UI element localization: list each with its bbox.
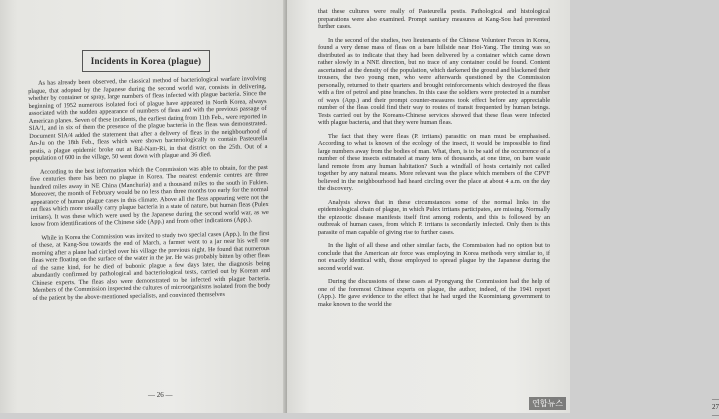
left-paragraph-2: According to the best information which the Commission was able to obtain, for the past five centuries there has been no plague in Korea. The nearest endemic centres are three hundred miles away in NE China (Manchuria) and a thousand miles to the south in Fukien. Moreover, the month of February would be no less than three months too early for the normal appearance of human plague cases in this climate. Above all the fleas appearing were not the rat fleas which more usually carry plague bacteria in a state of nature, but human fleas (Pulex irritans). It was these which were used by the Japanese during the second world war, as we know from identifications of the Chinese side (App.) and from other indications (App.). bbox=[30, 163, 269, 228]
left-paragraph-1: As has already been observed, the classical method of bacteriological warfare involving plague, that adopted by the Japanese during the second world war, consists in delivering, whether by container or spray, large numbers of fleas infected with plague bacteria. Since the beginning of 1952 numerous isolated foci of plague have appeared in North Korea, always associated with the sudden appearance of numbers of fleas and with the previous passage of American planes. Seven of these incidents, the earliest dating from 11th Feb., were reported in SIA/1, and in six of them the presence of the plague bacteria in the fleas was demonstrated. Document SIA/4 added the statement that after a delivery of fleas in the neighbourhood of An-Ju on the 18th Feb., fleas which were shown bacteriologically to contain Pasteurella pestis, a plague epidemic broke out at Bal-Nam-Ri, in that district on the 25th. Out of a population of 600 in the village, 50 went down with plague and 36 died. bbox=[28, 75, 268, 162]
news-agency-watermark: 연합뉴스 bbox=[529, 397, 566, 410]
left-page bbox=[0, 0, 287, 413]
right-paragraph-1: that these cultures were really of Pasteurella pestis. Pathological and histological preparations were also examined. Prompt sanitary measures at Kang-Sou had prevented further cases. bbox=[318, 8, 550, 30]
left-page-text bbox=[28, 75, 273, 398]
right-paragraph-6: During the discussions of these cases at Pyongyang the Commission had the help of one of the foremost Chinese experts on plague, the author, indeed, of the 1941 report (App.). He gave evidence to the effect that he had urged the Kuomintang government to make known to the world the bbox=[318, 278, 550, 308]
left-paragraph-3: While in Korea the Commission was invited to study two special cases (App.). In the first of these, at Kang-Sou towards the end of March, a farmer went to a jar near his well one morning after a plane had circled over his village the previous night. He found that numerous fleas were floating on the surface of the water in the jar. He was probably bitten by other fleas of the same kind, for he died of bubonic plague a few days later, the diagnosis being abundantly confirmed by pathological and bacteriological tests, carried out by Korean and Chinese experts. The fleas also were demonstrated to be infected with plague bacteria. Members of the Commission inspected the cultures of microorganisms isolated from the body of the patient by the above-mentioned specialists, and convinced themselves bbox=[31, 229, 271, 302]
right-paragraph-4: Analysis shows that in these circumstances some of the normal links in the epidemiological chain of plague, in which Pulex irritans participates, are missing. Normally the epizootic disease manifests itself first among rodents, and this is followed by an outbreak of human cases, from which P. irritans is secondarily infected. Only then is this parasite of man capable of giving rise to further cases. bbox=[318, 198, 550, 236]
page-number-left: — 26 — bbox=[148, 391, 173, 399]
right-paragraph-2: In the second of the studies, two lieutenants of the Chinese Volunteer Forces in Korea, found a very dense mass of fleas on a bare hillside near Hoi-Yang. The timing was so distributed as to indicate that they had been delivered by a container which came down rather slowly in a NNE direction, but no trace of any container could be found. Content ascertained at the density of the population, which darkened the ground and blackened their trousers, the two young men, who were afterwards questioned by the Commission personally, returned to their quarters and brought reinforcements which destroyed the fleas with a fire of petrol and pine branches. In this case the soldiers were protected in a number of ways (App.) and their prompt counter-measures took effect before any appreciable number of the fleas could find their way to routes of transit frequented by human beings. Tests carried out by the Koreans-Chinese services showed that these fleas were infected with plague bacteria, and that they were human fleas. bbox=[318, 36, 550, 126]
right-paragraph-5: In the light of all these and other similar facts, the Commission had no option but to conclude that the American air force was employing in Korea methods very similar to, if not exactly identical with, those employed to spread plague by the Japanese during the second world war. bbox=[318, 242, 550, 272]
section-title: Incidents in Korea (plague) bbox=[82, 50, 210, 72]
right-page-text bbox=[318, 8, 550, 392]
page-number-right: — 27 — bbox=[712, 395, 719, 419]
right-paragraph-3: The fact that they were fleas (P. irritans) parasitic on man must be emphasised. According to what is known of the ecology of the insect, it would be impossible to find large numbers away from the bodies of man. What, then, is to be said of the occurrence of a number of these insects estimated at many tens of thousands, at one time, on bare waste land remote from any human habitation? Such a windfall of hosts certainly not called together by any natural means. More relevant was the place which members of the CPVF believed in the neighbourhood had heard circling over the place at about 4 a.m. on the day the discovery. bbox=[318, 132, 550, 192]
